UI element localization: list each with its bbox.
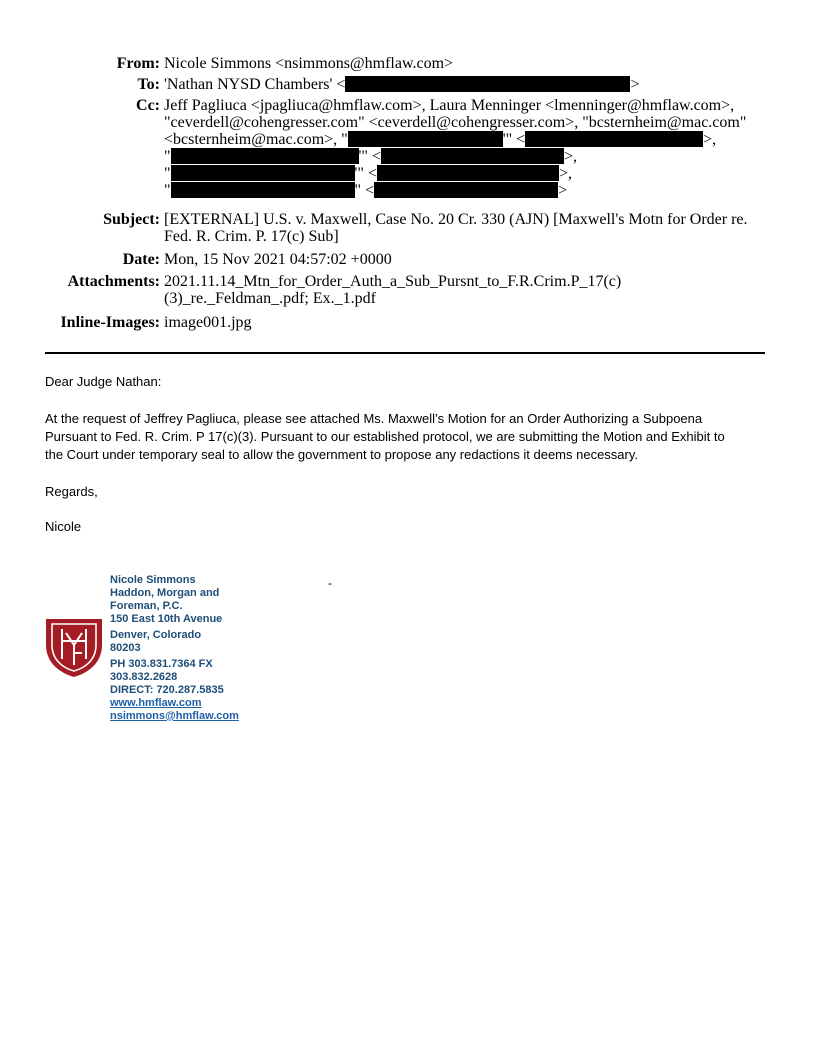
cc-quote: " [164, 182, 171, 199]
subject-label: Subject: [103, 211, 160, 228]
signature-address: Denver, Colorado [110, 629, 202, 641]
website-link[interactable]: www.hmflaw.com [110, 697, 202, 709]
from-label: From: [116, 55, 160, 72]
signature-direct: DIRECT: 720.287.5835 [110, 684, 224, 696]
redaction-box [171, 148, 359, 164]
inline-images-value[interactable]: image001.jpg [164, 314, 252, 331]
signature-name: Nicole Simmons [110, 574, 196, 586]
subject-line: [EXTERNAL] U.S. v. Maxwell, Case No. 20 Cr. 330 (AJN) [Maxwell's Motn for Order re. [164, 211, 748, 228]
greeting: Dear Judge Nathan: [45, 374, 162, 389]
attachment-line[interactable]: 2021.11.14_Mtn_for_Order_Auth_a_Sub_Pursnt_to_F.R.Crim.P_17(c) [164, 273, 622, 290]
redaction-box [381, 148, 564, 164]
to-prefix: 'Nathan NYSD Chambers' < [164, 76, 346, 93]
cc-end: >, [563, 148, 577, 165]
firm-logo-icon [42, 615, 106, 679]
cc-line: Jeff Pagliuca <jpagliuca@hmflaw.com>, Laura Menninger <lmenninger@hmflaw.com>, [164, 97, 735, 114]
cc-quote: '" < [358, 148, 381, 165]
cc-end: > [558, 182, 568, 199]
cc-quote: '" < [354, 165, 377, 182]
sender-name: Nicole [45, 519, 82, 534]
paragraph-line: Pursuant to Fed. R. Crim. P 17(c)(3). Pursuant to our established protocol, we are submitting the Motion and Exhibit to [45, 429, 725, 444]
cc-quote: '" < [502, 131, 526, 148]
cc-end: >, [703, 131, 717, 148]
redaction-box [374, 182, 558, 198]
redaction-box [525, 131, 703, 147]
redaction-box [171, 182, 355, 198]
to-suffix: > [630, 76, 640, 93]
separator-dash: - [328, 576, 332, 590]
signature-phone: 303.832.2628 [110, 671, 178, 683]
date-value: Mon, 15 Nov 2021 04:57:02 +0000 [164, 251, 392, 268]
redaction-box [377, 165, 559, 181]
signature-address: 150 East 10th Avenue [110, 613, 223, 625]
redaction-box [348, 131, 503, 147]
header-divider [45, 352, 765, 354]
attachment-line[interactable]: (3)_re._Feldman_.pdf; Ex._1.pdf [164, 290, 376, 307]
to-label: To: [137, 76, 160, 93]
subject-line: Fed. R. Crim. P. 17(c) Sub] [164, 228, 339, 245]
cc-quote: " < [354, 182, 375, 199]
cc-line: "ceverdell@cohengresser.com" <ceverdell@cohengresser.com>, "bcsternheim@mac.com" [164, 114, 747, 131]
cc-label: Cc: [136, 97, 160, 114]
signature-address: 80203 [110, 642, 141, 654]
signature-firm: Haddon, Morgan and [110, 587, 220, 599]
paragraph-line: At the request of Jeffrey Pagliuca, please see attached Ms. Maxwell’s Motion for an Order Authorizing a Subpoena [45, 411, 703, 426]
email-link[interactable]: nsimmons@hmflaw.com [110, 710, 239, 722]
message-paragraph [45, 410, 775, 464]
attachments-label: Attachments: [67, 273, 160, 290]
cc-quote: " [164, 148, 171, 165]
inline-images-label: Inline-Images: [60, 314, 160, 331]
date-label: Date: [122, 251, 160, 268]
redaction-box [171, 165, 355, 181]
cc-end: >, [558, 165, 572, 182]
redaction-box [345, 76, 630, 92]
cc-line: <bcsternheim@mac.com>, " [164, 131, 348, 148]
cc-quote: " [164, 165, 171, 182]
paragraph-line: the Court under temporary seal to allow the government to propose any redactions it deems necessary. [45, 447, 639, 462]
closing: Regards, [45, 484, 98, 499]
signature-firm: Foreman, P.C. [110, 600, 183, 612]
from-value: Nicole Simmons <nsimmons@hmflaw.com> [164, 55, 454, 72]
signature-phone: PH 303.831.7364 FX [110, 658, 213, 670]
email-signature [110, 574, 250, 723]
